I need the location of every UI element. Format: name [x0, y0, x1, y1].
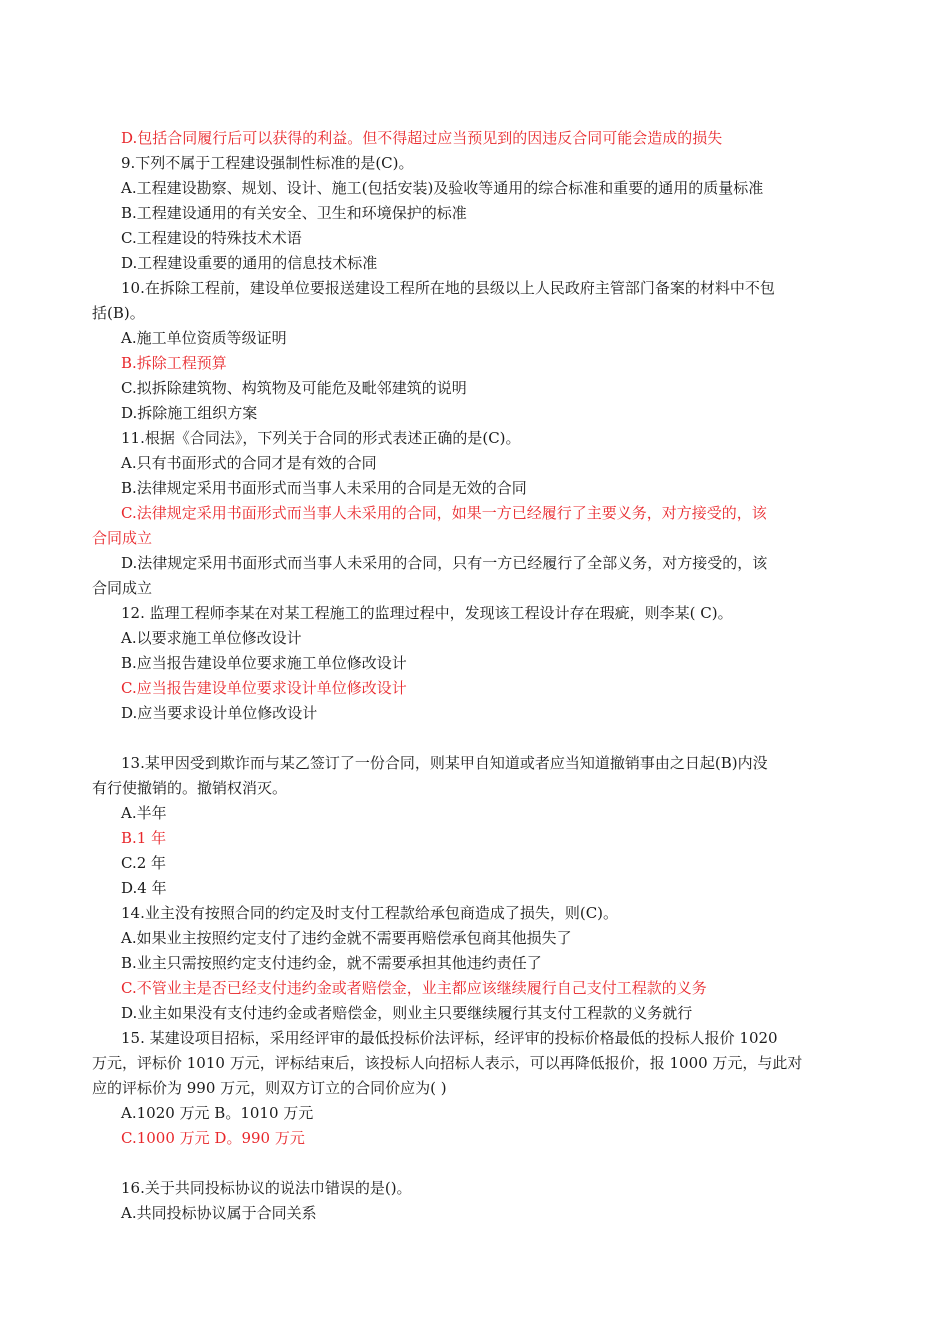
question-16: 16.关于共同投标协议的说法巾错误的是()。: [121, 1179, 412, 1197]
option-line: A.施工单位资质等级证明: [121, 329, 287, 347]
question-15-cont: 万元，评标价 1010 万元，评标结束后，该投标人向招标人表示，可以再降低报价，报 1000 万元，与此对: [92, 1054, 803, 1072]
option-line: A.只有书面形式的合同才是有效的合同: [121, 454, 377, 472]
option-line: D.工程建设重要的通用的信息技术标准: [121, 254, 378, 272]
option-line: C.拟拆除建筑物、构筑物及可能危及毗邻建筑的说明: [121, 379, 467, 397]
answer-option: C.法律规定采用书面形式而当事人未采用的合同，如果一方已经履行了主要义务，对方接受的，该: [121, 504, 767, 522]
blank-line: [92, 1151, 858, 1176]
option-line: B.业主只需按照约定支付违约金，就不需要承担其他违约责任了: [121, 954, 542, 972]
option-line: A.半年: [121, 804, 167, 822]
question-15: 15. 某建设项目招标，采用经评审的最低投标价法评标，经评审的投标价格最低的投标人报价 1020: [121, 1029, 778, 1047]
answer-option: C.应当报告建设单位要求设计单位修改设计: [121, 679, 407, 697]
option-line: A.工程建设勘察、规划、设计、施工(包括安装)及验收等通用的综合标准和重要的通用的质量标准: [121, 179, 764, 197]
answer-option: C.1000 万元 D。990 万元: [121, 1129, 305, 1147]
option-line: D.业主如果没有支付违约金或者赔偿金，则业主只要继续履行其支付工程款的义务就行: [121, 1004, 693, 1022]
question-10: 10.在拆除工程前，建设单位要报送建设工程所在地的县级以上人民政府主管部门备案的材料中不包: [121, 279, 775, 297]
option-line: A.以要求施工单位修改设计: [121, 629, 302, 647]
option-line: A.如果业主按照约定支付了违约金就不需要再赔偿承包商其他损失了: [121, 929, 572, 947]
answer-option: C.不管业主是否已经支付违约金或者赔偿金，业主都应该继续履行自己支付工程款的义务: [121, 979, 707, 997]
answer-option-cont: 合同成立: [92, 529, 153, 547]
option-line: D.4 年: [121, 879, 167, 897]
option-line: A.共同投标协议属于合同关系: [121, 1204, 317, 1222]
option-line: A.1020 万元 B。1010 万元: [121, 1104, 314, 1122]
answer-option: B.1 年: [121, 829, 167, 847]
question-11: 11.根据《合同法》，下列关于合同的形式表述正确的是(C)。: [121, 429, 521, 447]
question-15-cont: 应的评标价为 990 万元，则双方订立的合同价应为( ): [92, 1079, 447, 1097]
option-line: B.法律规定采用书面形式而当事人未采用的合同是无效的合同: [121, 479, 527, 497]
option-line: B.工程建设通用的有关安全、卫生和环境保护的标准: [121, 204, 467, 222]
text-line: D.包括合同履行后可以获得的利益。但不得超过应当预见到的因违反合同可能会造成的损失: [121, 129, 723, 147]
blank-line: [92, 726, 858, 751]
question-10-cont: 括(B)。: [92, 304, 145, 322]
option-line: D.拆除施工组织方案: [121, 404, 258, 422]
document-body: [92, 126, 858, 1226]
question-13-cont: 有行使撤销的。撤销权消灭。: [92, 779, 288, 797]
option-line: D.法律规定采用书面形式而当事人未采用的合同，只有一方已经履行了全部义务，对方接受的，该: [121, 554, 768, 572]
option-line: B.应当报告建设单位要求施工单位修改设计: [121, 654, 407, 672]
question-13: 13.某甲因受到欺诈而与某乙签订了一份合同，则某甲自知道或者应当知道撤销事由之日起(B)内没: [121, 754, 768, 772]
option-line: D.应当要求设计单位修改设计: [121, 704, 318, 722]
option-line: C.工程建设的特殊技术术语: [121, 229, 302, 247]
answer-option: B.拆除工程预算: [121, 354, 227, 372]
option-line-cont: 合同成立: [92, 579, 153, 597]
option-line: C.2 年: [121, 854, 167, 872]
question-9: 9.下列不属于工程建设强制性标准的是(C)。: [121, 154, 414, 172]
question-12: 12. 监理工程师李某在对某工程施工的监理过程中，发现该工程设计存在瑕疵，则李某( C)。: [121, 604, 733, 622]
question-14: 14.业主没有按照合同的约定及时支付工程款给承包商造成了损失，则(C)。: [121, 904, 619, 922]
